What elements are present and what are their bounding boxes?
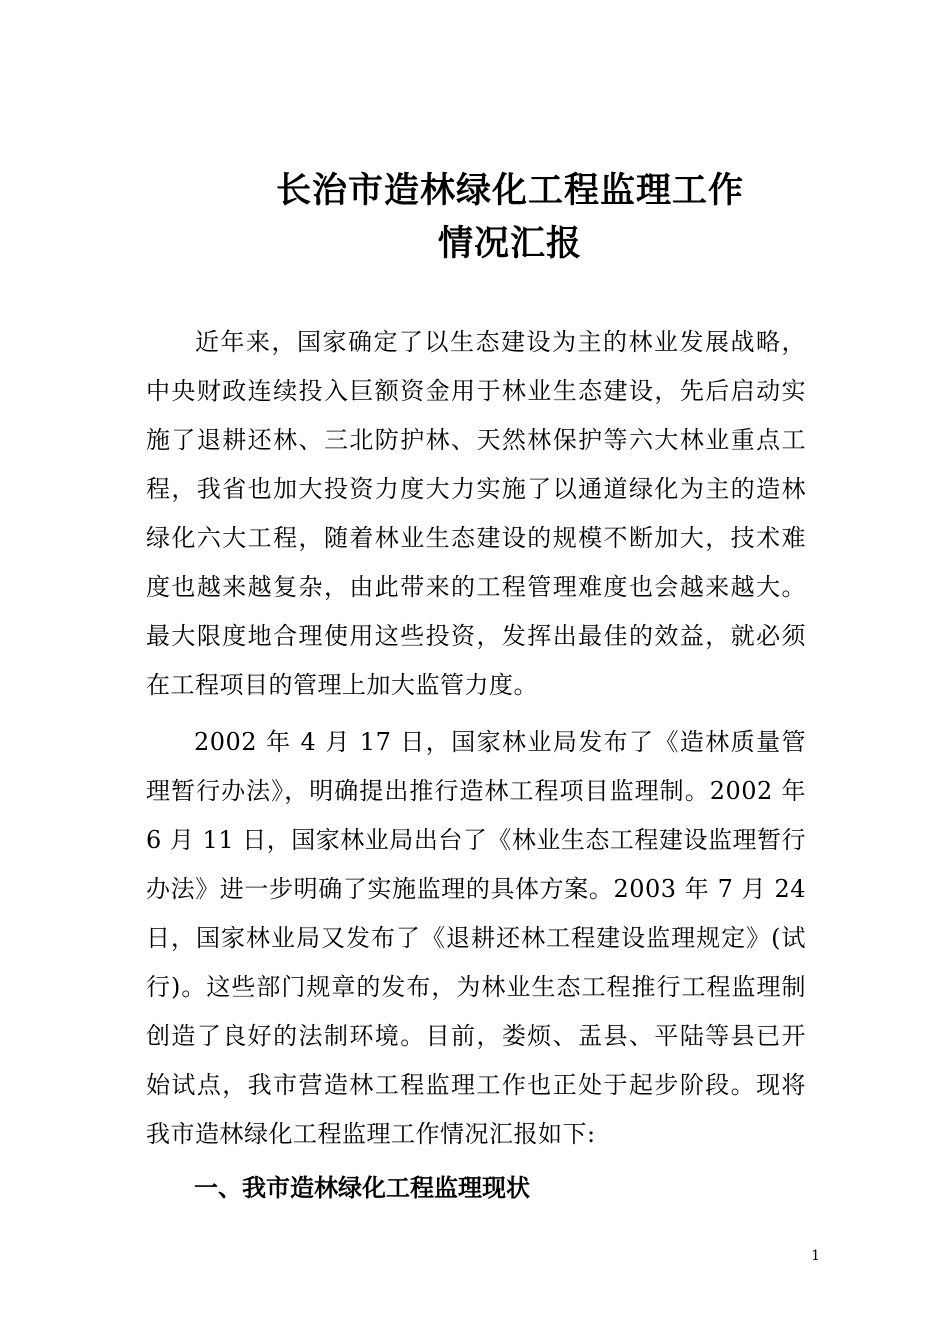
document-title-line-1: 长治市造林绿化工程监理工作	[275, 171, 744, 211]
paragraph-2-text: 2002 年 4 月 17 日，国家林业局发布了《造林质量管理暂行办法》，明确提出推行造林工程项目监理制。2002 年 6 月 11 日，国家林业局出台了《林业生态工程建设监理暂行办法》进一步明确了实施监理的具体方案。2003 年 7 月 24 日，国家林业局又发布了《退耕还林工程建设监理规定》(试行)。这些部门规章的发布，为林业生态工程推行工程监理制创造了良好的法制环境。目前，娄烦、盂县、平陆等县已开始试点，我市营造林工程监理工作也正处于起步阶段。现将我市造林绿化工程监理工作情况汇报如下:	[146, 728, 806, 1148]
paragraph-1	[146, 318, 806, 710]
paragraph-1-text: 近年来，国家确定了以生态建设为主的林业发展战略，中央财政连续投入巨额资金用于林业生态建设，先后启动实施了退耕还林、三北防护林、天然林保护等六大林业重点工程，我省也加大投资力度大力实施了以通道绿化为主的造林绿化六大工程，随着林业生态建设的规模不断加大，技术难度也越来越复杂，由此带来的工程管理难度也会越来越大。最大限度地合理使用这些投资，发挥出最佳的效益，就必须在工程项目的管理上加大监管力度。	[146, 328, 806, 699]
section-heading: 一、我市造林绿化工程监理现状	[194, 1174, 530, 1202]
document-title-line-2: 情况汇报	[437, 224, 582, 264]
paragraph-2	[146, 718, 806, 1159]
page-number: 1	[811, 1248, 820, 1264]
